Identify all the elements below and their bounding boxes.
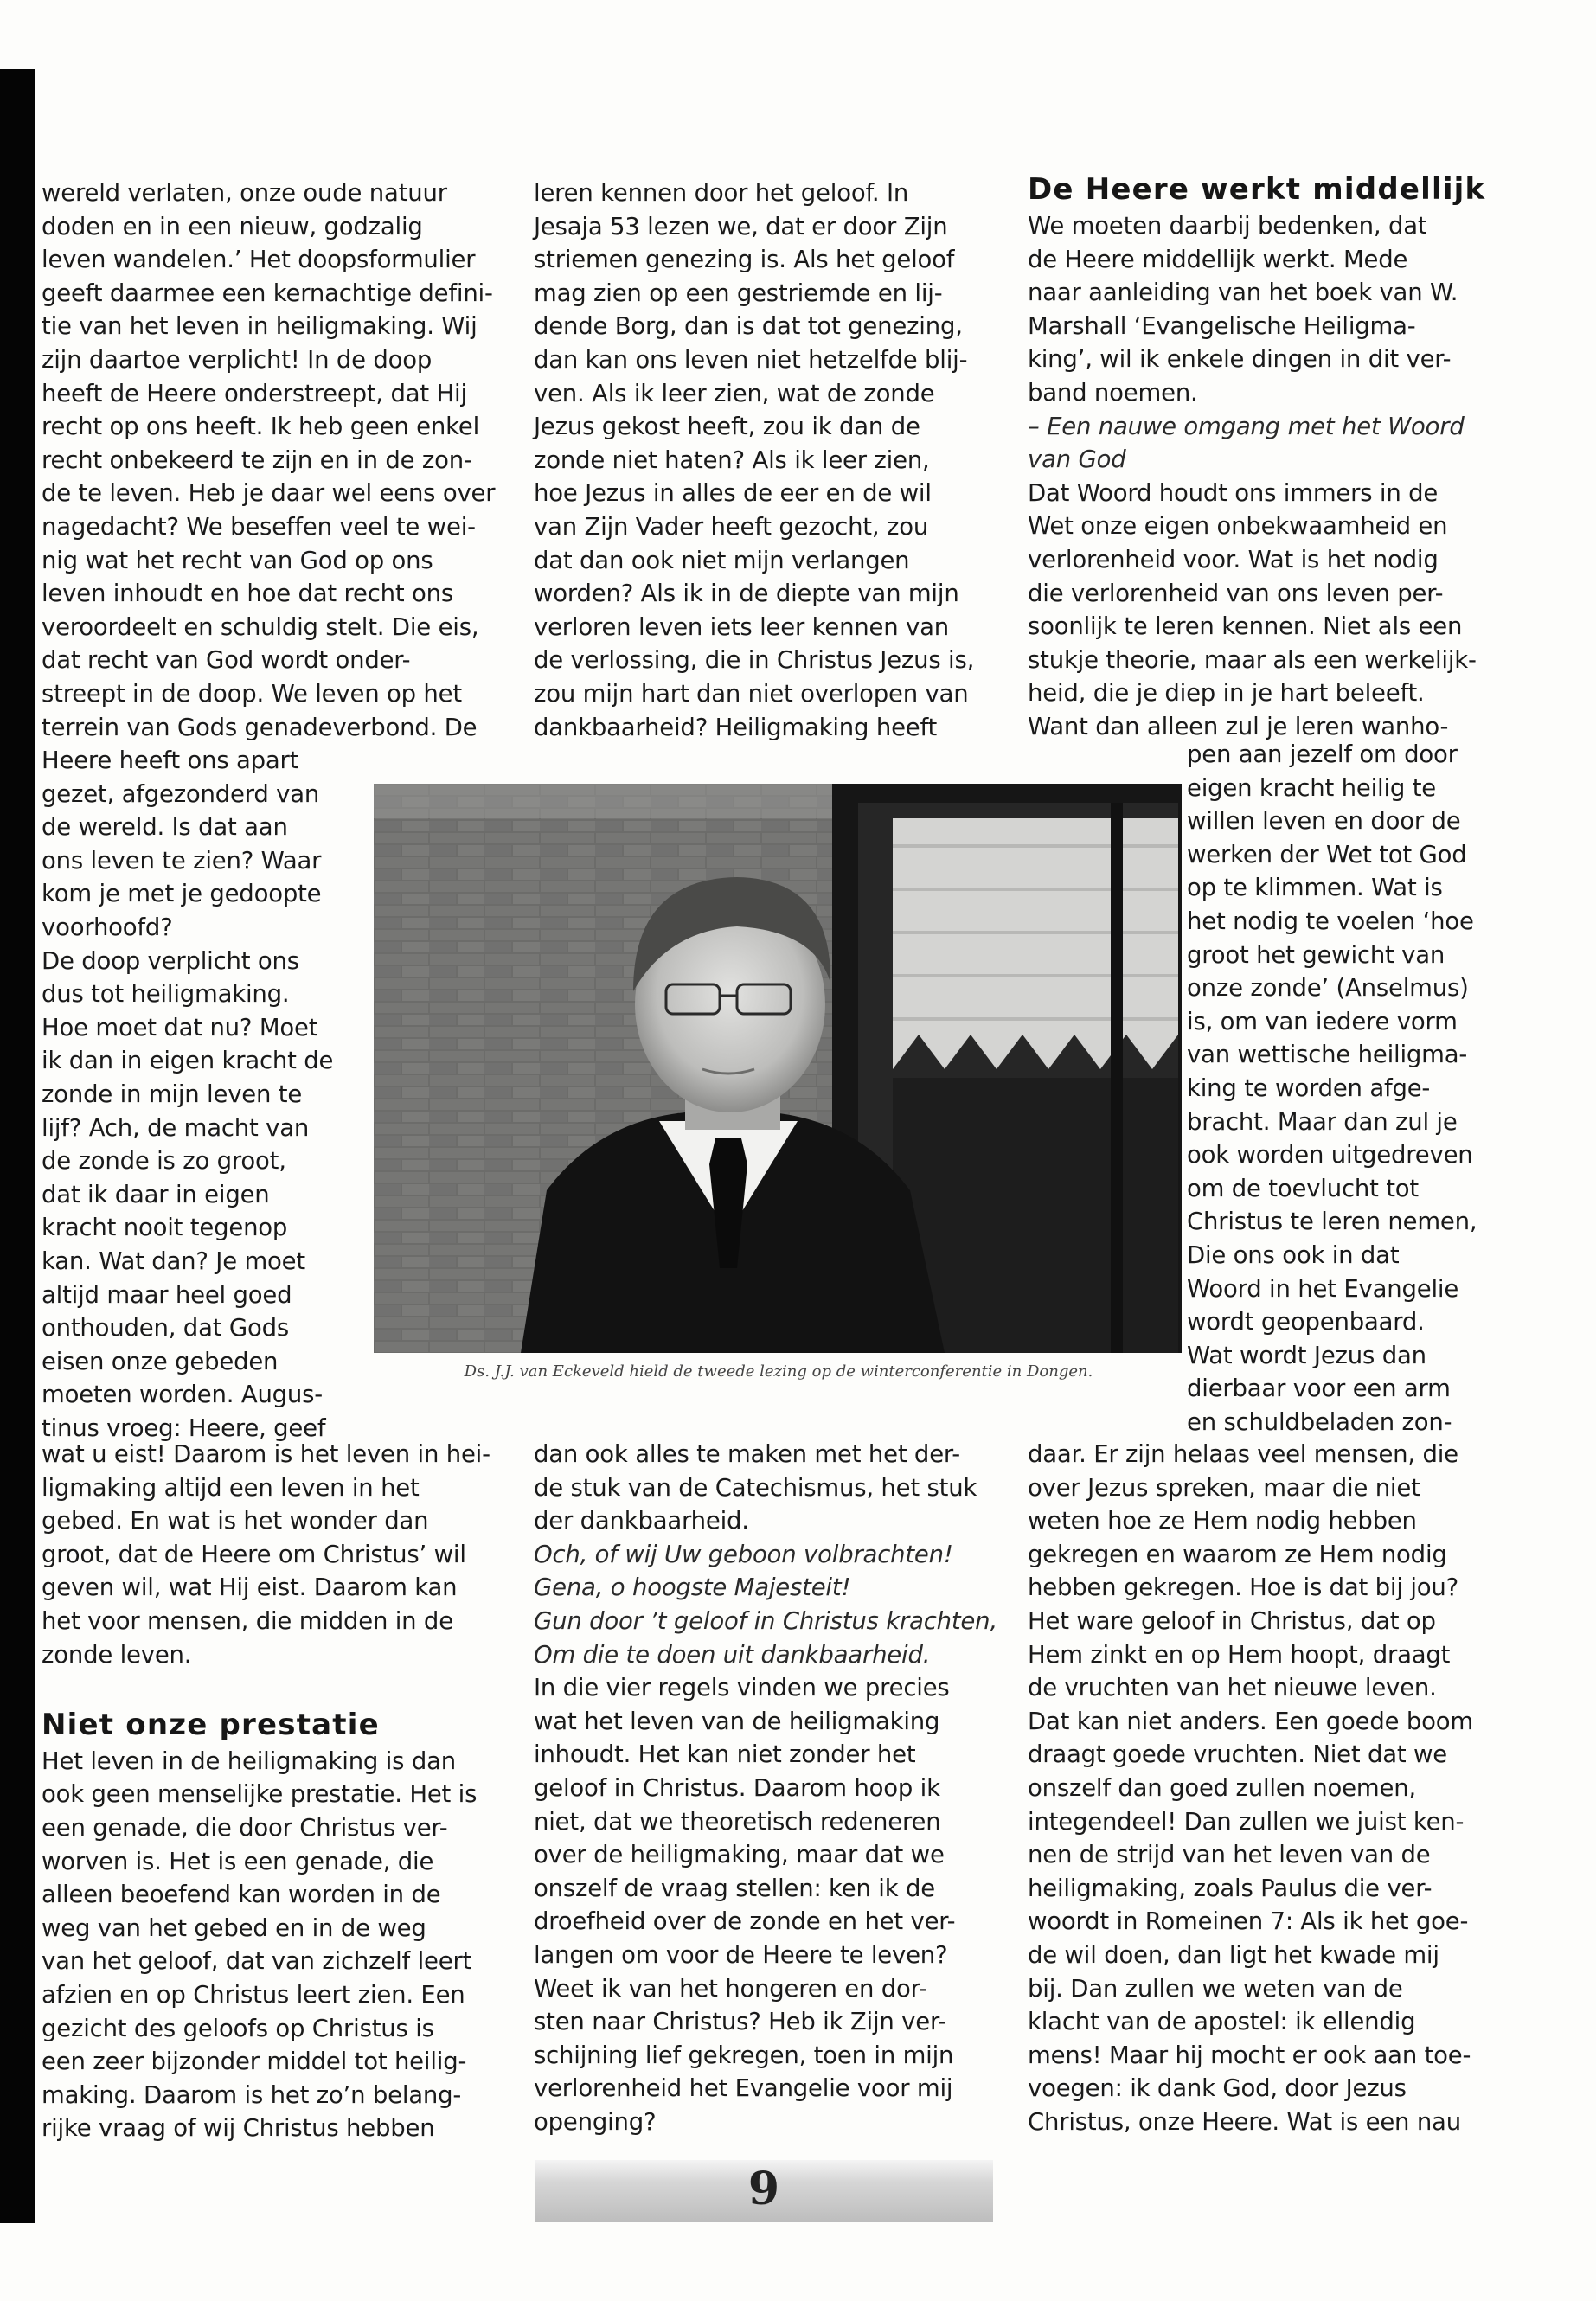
- text-line: gebed. En wat is het wonder dan: [42, 1507, 429, 1535]
- page-number: 9: [747, 2163, 780, 2215]
- text-line: dankbaarheid? Heiligmaking heeft: [534, 713, 938, 741]
- text-line: van Zijn Vader heeft gezocht, zou: [534, 512, 929, 541]
- text-line: Dat kan niet anders. Een goede boom: [1028, 1707, 1473, 1735]
- text-line: tinus vroeg: Heere, geef: [42, 1413, 326, 1442]
- text-line: voegen: ik dank God, door Jezus: [1028, 2074, 1407, 2103]
- text-line: werken der Wet tot God: [1187, 840, 1467, 868]
- text-line: eisen onze gebeden: [42, 1347, 279, 1375]
- text-line: altijd maar heel goed: [42, 1280, 292, 1309]
- text-line: dat ik daar in eigen: [42, 1180, 270, 1208]
- text-line: openging?: [534, 2107, 657, 2136]
- text-line: om de toevlucht tot: [1187, 1174, 1420, 1202]
- text-line: Hoe moet dat nu? Moet: [42, 1013, 318, 1042]
- text-line: worden? Als ik in de diepte van mijn: [534, 580, 959, 608]
- text-line: mens! Maar hij mocht er ook aan toe-: [1028, 2041, 1471, 2069]
- text-line: gekregen en waarom ze Hem nodig: [1028, 1540, 1447, 1568]
- text-line: woordt in Romeinen 7: Als ik het goe-: [1028, 1907, 1469, 1936]
- text-line: naar aanleiding van het boek van W.: [1028, 279, 1458, 307]
- text-line: kan. Wat dan? Je moet: [42, 1247, 305, 1275]
- text-line: geloof in Christus. Daarom hoop ik: [534, 1773, 940, 1802]
- text-line: onszelf dan goed zullen noemen,: [1028, 1773, 1416, 1802]
- text-line: Och, of wij Uw geboon volbrachten!: [534, 1540, 953, 1568]
- text-line: voorhoofd?: [42, 913, 173, 942]
- text-line: doden en in een nieuw, godzalig: [42, 212, 423, 240]
- text-line: veroordeelt en schuldig stelt. Die eis,: [42, 612, 479, 641]
- text-line: de verlossing, die in Christus Jezus is,: [534, 646, 975, 675]
- text-line: de zonde is zo groot,: [42, 1147, 286, 1176]
- text-line: zonde leven.: [42, 1640, 192, 1669]
- text-line: het voor mensen, die midden in de: [42, 1606, 453, 1635]
- text-line: Het leven in de heiligmaking is dan: [42, 1747, 456, 1775]
- page-binding-edge: [0, 69, 35, 2223]
- text-line: streept in de doop. We leven op het: [42, 679, 462, 708]
- text-line: ons leven te zien? Waar: [42, 846, 322, 875]
- text-line: een zeer bijzonder middel tot heilig-: [42, 2048, 467, 2076]
- section-heading-niet-onze-prestatie: Niet onze prestatie: [42, 1707, 380, 1742]
- text-line: draagt goede vruchten. Niet dat we: [1028, 1740, 1448, 1769]
- text-line: Die ons ook in dat: [1187, 1240, 1400, 1269]
- speaker-photo-illustration: [374, 784, 1182, 1353]
- text-line: lijf? Ach, de macht van: [42, 1113, 310, 1142]
- text-line: die verlorenheid van ons leven per-: [1028, 579, 1444, 607]
- text-line: verlorenheid het Evangelie voor mij: [534, 2074, 953, 2103]
- text-line: inhoudt. Het kan niet zonder het: [534, 1740, 916, 1769]
- text-line: groot, dat de Heere om Christus’ wil: [42, 1540, 466, 1568]
- text-line: der dankbaarheid.: [534, 1507, 749, 1535]
- text-line: gezicht des geloofs op Christus is: [42, 2014, 434, 2042]
- text-line: Gun door ’t geloof in Christus krachten,: [534, 1606, 997, 1635]
- text-line: dan kan ons leven niet hetzelfde blij-: [534, 345, 968, 374]
- text-line: In die vier regels vinden we precies: [534, 1674, 950, 1702]
- text-line: wat het leven van de heiligmaking: [534, 1707, 940, 1735]
- text-line: leven inhoudt en hoe dat recht ons: [42, 580, 453, 608]
- text-line: droefheid over de zonde en het ver-: [534, 1907, 956, 1936]
- text-line: is, om van iedere vorm: [1187, 1007, 1458, 1035]
- text-line: afzien en op Christus leert zien. Een: [42, 1980, 465, 2009]
- text-line: onszelf de vraag stellen: ken ik de: [534, 1874, 935, 1902]
- text-line: het nodig te voelen ‘hoe: [1187, 907, 1474, 935]
- text-line: zonde niet haten? Als ik leer zien,: [534, 445, 930, 474]
- text-line: tie van het leven in heiligmaking. Wij: [42, 312, 478, 341]
- column-2-top-text: [534, 176, 974, 744]
- text-line: Weet ik van het hongeren en dor-: [534, 1974, 927, 2003]
- text-line: eigen kracht heilig te: [1187, 773, 1437, 802]
- text-line: Woord in het Evangelie: [1187, 1274, 1459, 1303]
- text-line: hebben gekregen. Hoe is dat bij jou?: [1028, 1574, 1459, 1602]
- text-line: weg van het gebed en in de weg: [42, 1913, 426, 1942]
- text-line: wordt geopenbaard.: [1187, 1308, 1425, 1336]
- text-line: de wereld. Is dat aan: [42, 813, 288, 842]
- text-line: onthouden, dat Gods: [42, 1314, 289, 1343]
- text-line: verlorenheid voor. Wat is het nodig: [1028, 545, 1439, 574]
- text-line: de vruchten van het nieuwe leven.: [1028, 1674, 1437, 1702]
- text-line: op te klimmen. Wat is: [1187, 874, 1443, 902]
- text-line: recht onbekeerd te zijn en in de zon-: [42, 445, 472, 474]
- text-line: langen om voor de Heere te leven?: [534, 1940, 948, 1969]
- text-line: integendeel! Dan zullen we juist ken-: [1028, 1807, 1465, 1836]
- text-line: De doop verplicht ons: [42, 946, 299, 975]
- text-line: making. Daarom is het zo’n belang-: [42, 2080, 462, 2109]
- text-line: dierbaar voor een arm: [1187, 1375, 1451, 1403]
- text-line: Gena, o hoogste Majesteit!: [534, 1574, 851, 1602]
- text-line: over Jezus spreken, maar die niet: [1028, 1473, 1420, 1502]
- text-line: de te leven. Heb je daar wel eens over: [42, 479, 496, 508]
- text-line: Jezus gekost heeft, zou ik dan de: [534, 413, 920, 441]
- text-line: de wil doen, dan ligt het kwade mij: [1028, 1940, 1439, 1969]
- text-line: dat recht van God wordt onder-: [42, 646, 411, 675]
- text-line: kom je met je gedoopte: [42, 880, 322, 908]
- text-line: Hem zinkt en op Hem hoopt, draagt: [1028, 1640, 1451, 1669]
- text-line: ik dan in eigen kracht de: [42, 1047, 334, 1075]
- text-line: nig wat het recht van God op ons: [42, 546, 433, 574]
- text-line: Wet onze eigen onbekwaamheid en: [1028, 512, 1448, 541]
- text-line: Christus, onze Heere. Wat is een nau: [1028, 2107, 1461, 2136]
- column-3-wrap-text: [1187, 738, 1477, 1439]
- photo-caption: Ds. J.J. van Eckeveld hield de tweede lezing op de winterconferentie in Dongen.: [464, 1362, 1093, 1381]
- text-line: ook geen menselijke prestatie. Het is: [42, 1780, 478, 1809]
- text-line: zijn daartoe verplicht! In de doop: [42, 345, 433, 374]
- text-line: Heere heeft ons apart: [42, 747, 299, 775]
- text-line: de Heere middellijk werkt. Mede: [1028, 245, 1408, 273]
- section-heading-de-heere-werkt-middellijk: De Heere werkt middellijk: [1028, 172, 1486, 207]
- text-line: niet, dat we theoretisch redeneren: [534, 1807, 941, 1836]
- column-3-bottom-text: [1028, 1438, 1473, 2138]
- text-line: en schuldbeladen zon-: [1187, 1407, 1452, 1436]
- text-line: pen aan jezelf om door: [1187, 740, 1458, 768]
- text-line: alleen beoefend kan worden in de: [42, 1881, 441, 1909]
- text-line: ligmaking altijd een leven in het: [42, 1473, 420, 1502]
- column-2-bottom-text: [534, 1438, 997, 2138]
- text-line: van God: [1028, 445, 1126, 474]
- text-line: king te worden afge-: [1187, 1074, 1431, 1102]
- text-line: kracht nooit tegenop: [42, 1214, 288, 1242]
- text-line: over de heiligmaking, maar dat we: [534, 1841, 945, 1869]
- text-line: recht op ons heeft. Ik heb geen enkel: [42, 413, 480, 441]
- speaker-photo: [374, 784, 1182, 1353]
- text-line: van het geloof, dat van zichzelf leert: [42, 1947, 472, 1976]
- text-line: van wettische heiligma-: [1187, 1041, 1468, 1069]
- text-line: een genade, die door Christus ver-: [42, 1813, 448, 1842]
- text-line: schijning lief gekregen, toen in mijn: [534, 2041, 954, 2069]
- text-line: weten hoe ze Hem nodig hebben: [1028, 1507, 1417, 1535]
- column-1-bottom-text: [42, 1438, 490, 2145]
- text-line: nagedacht? We beseffen veel te wei-: [42, 512, 476, 541]
- text-line: nen de strijd van het leven van de: [1028, 1841, 1431, 1869]
- text-line: band noemen.: [1028, 378, 1198, 407]
- text-line: heeft de Heere onderstreept, dat Hij: [42, 379, 467, 407]
- text-line: moeten worden. Augus-: [42, 1381, 324, 1409]
- text-line: daar. Er zijn helaas veel mensen, die: [1028, 1440, 1458, 1468]
- text-line: Jesaja 53 lezen we, dat er door Zijn: [534, 212, 948, 240]
- text-line: klacht van de apostel: ik ellendig: [1028, 2008, 1416, 2036]
- text-line: Om die te doen uit dankbaarheid.: [534, 1640, 931, 1669]
- text-line: dan ook alles te maken met het der-: [534, 1440, 960, 1468]
- text-line: Christus te leren nemen,: [1187, 1208, 1477, 1236]
- text-line: verloren leven iets leer kennen van: [534, 612, 949, 641]
- paragraph-gap: [42, 1671, 490, 1705]
- text-line: leren kennen door het geloof. In: [534, 179, 909, 207]
- text-line: bracht. Maar dan zul je: [1187, 1107, 1458, 1136]
- text-line: leven wandelen.’ Het doopsformulier: [42, 246, 476, 274]
- text-line: dat dan ook niet mijn verlangen: [534, 546, 910, 574]
- text-line: dende Borg, dan is dat tot genezing,: [534, 312, 963, 341]
- text-line: geven wil, wat Hij eist. Daarom kan: [42, 1574, 458, 1602]
- text-line: bij. Dan zullen we weten van de: [1028, 1974, 1403, 2003]
- text-line: Marshall ‘Evangelische Heiligma-: [1028, 311, 1416, 340]
- text-line: king’, wil ik enkele dingen in dit ver-: [1028, 345, 1452, 374]
- text-line: sten naar Christus? Heb ik Zijn ver-: [534, 2008, 947, 2036]
- text-line: mag zien op een gestriemde en lij-: [534, 279, 943, 307]
- text-line: wat u eist! Daarom is het leven in hei-: [42, 1440, 490, 1468]
- text-line: onze zonde’ (Anselmus): [1187, 974, 1469, 1003]
- text-line: zou mijn hart dan niet overlopen van: [534, 679, 969, 708]
- text-line: Het ware geloof in Christus, dat op: [1028, 1606, 1436, 1635]
- text-line: striemen genezing is. Als het geloof: [534, 246, 955, 274]
- text-line: We moeten daarbij bedenken, dat: [1028, 212, 1427, 240]
- text-line: wereld verlaten, onze oude natuur: [42, 179, 447, 207]
- text-line: Dat Woord houdt ons immers in de: [1028, 478, 1439, 507]
- text-line: hoe Jezus in alles de eer en de wil: [534, 479, 932, 508]
- text-line: soonlijk te leren kennen. Niet als een: [1028, 612, 1463, 641]
- text-line: terrein van Gods genadeverbond. De: [42, 713, 478, 741]
- text-line: worven is. Het is een genade, die: [42, 1847, 434, 1875]
- text-line: stukje theorie, maar als een werkelijk-: [1028, 645, 1477, 674]
- text-line: Want dan alleen zul je leren wanho-: [1028, 712, 1449, 740]
- text-line: geeft daarmee een kernachtige defini-: [42, 279, 493, 307]
- text-line: zonde in mijn leven te: [42, 1080, 303, 1109]
- text-line: ven. Als ik leer zien, wat de zonde: [534, 379, 935, 407]
- text-line: heiligmaking, zoals Paulus die ver-: [1028, 1874, 1433, 1902]
- text-line: willen leven en door de: [1187, 807, 1461, 836]
- text-line: gezet, afgezonderd van: [42, 779, 320, 808]
- text-line: dus tot heiligmaking.: [42, 980, 290, 1009]
- column-3-top-text: [1028, 170, 1485, 744]
- text-line: – Een nauwe omgang met het Woord: [1028, 412, 1465, 440]
- text-line: rijke vraag of wij Christus hebben: [42, 2114, 435, 2143]
- text-line: ook worden uitgedreven: [1187, 1141, 1473, 1170]
- text-line: groot het gewicht van: [1187, 940, 1445, 969]
- text-line: de stuk van de Catechismus, het stuk: [534, 1473, 977, 1502]
- text-line: heid, die je diep in je hart beleeft.: [1028, 679, 1425, 708]
- text-line: Wat wordt Jezus dan: [1187, 1341, 1426, 1369]
